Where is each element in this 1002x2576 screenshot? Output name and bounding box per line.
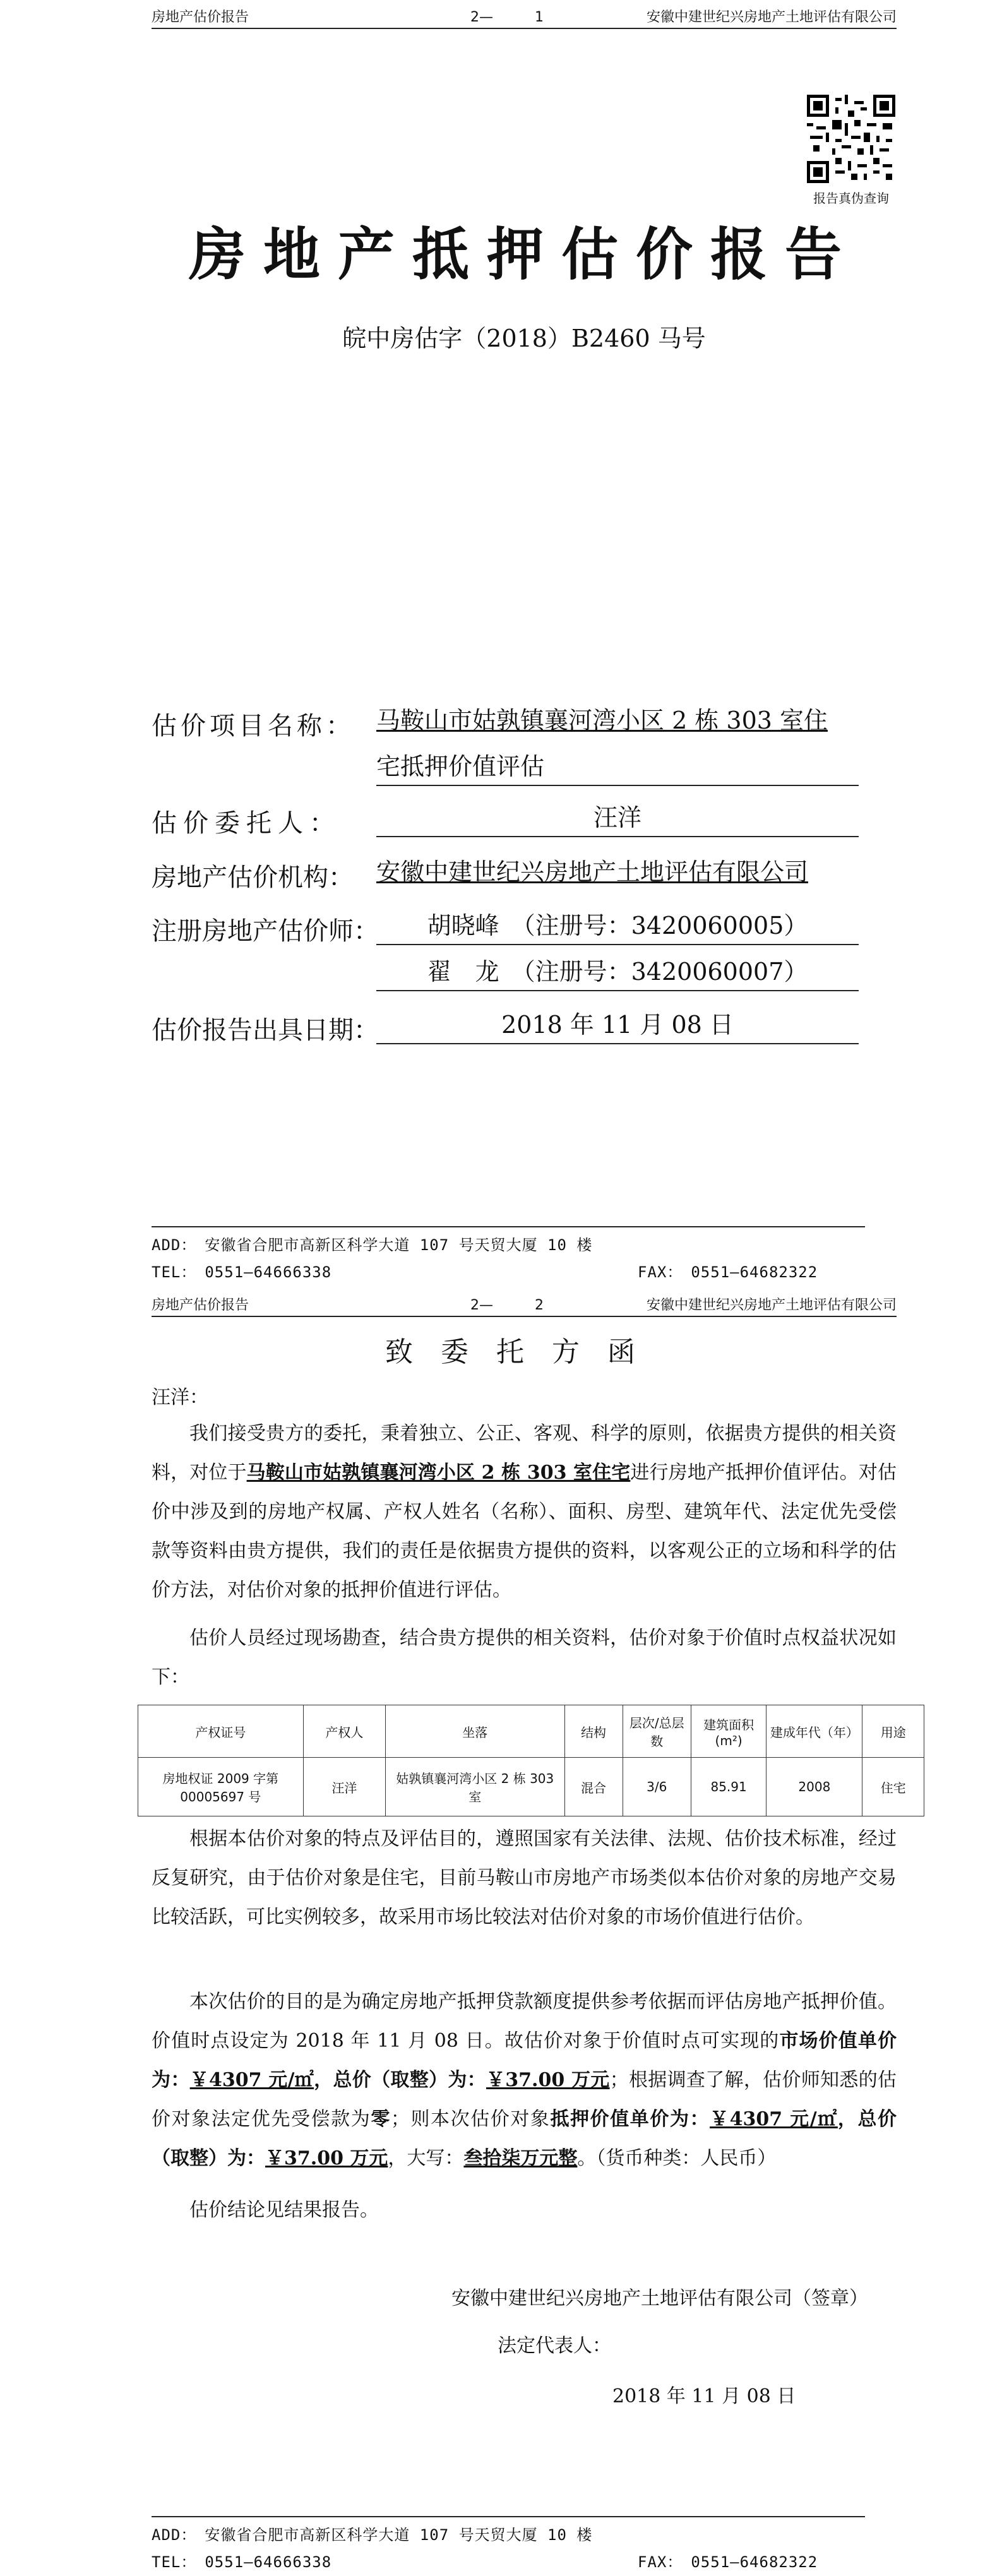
header-page-number: 2— 1 — [470, 9, 544, 25]
table-row — [138, 1758, 924, 1816]
p4-market-total: ￥37.00 万元 — [486, 2069, 610, 2091]
p4-b: 市场价值单价为： — [152, 2030, 897, 2091]
cell-owner: 汪洋 — [303, 1758, 385, 1816]
project-value-text-1: 马鞍山市姑孰镇襄河湾小区 2 栋 303 室住 — [376, 707, 828, 734]
footer-address: ADD： 安徽省合肥市高新区科学大道 107 号天贸大厦 10 楼 — [152, 2526, 593, 2544]
table-header-row — [138, 1705, 924, 1758]
p1-property: 马鞍山市姑孰镇襄河湾小区 2 栋 303 室住宅 — [246, 1462, 631, 1484]
p4-f: ；根据调查了解，估价师知悉的估价对象法定优先受偿款为 — [152, 2069, 897, 2130]
date-value: 2018 年 11 月 08 日 — [376, 1006, 859, 1044]
p1-text: 我们接受贵方的委托，秉着独立、公正、客观、科学的原则，依据贵方提供的相关资料，对位于 — [152, 1422, 897, 1484]
p4-mortgage-unit: ￥4307 元/㎡ — [710, 2108, 838, 2130]
col-year: 建成年代（年） — [766, 1705, 862, 1758]
salutation: 汪洋： — [152, 1386, 208, 1409]
signature-rep: 法定代表人： — [498, 2335, 611, 2357]
project-value-line1 — [376, 702, 859, 739]
p1-text-rest: 进行房地产抵押价值评估。对估价中涉及到的房地产权属、产权人姓名（名称）、面积、房型、建筑年代、法定优先受偿款等资料由贵方提供，我们的责任是依据贵方提供的资料，以客观公正的立场和科学的估价方法，对估价对象的抵押价值进行评估。 — [152, 1462, 897, 1601]
footer-divider — [152, 2516, 865, 2517]
p4-k: ，总价（取整）为： — [152, 2108, 897, 2169]
appraiser-label: 注册房地产估价师： — [152, 917, 379, 946]
p4-market-unit: ￥4307 元/㎡ — [189, 2069, 314, 2091]
footer-tel: TEL： 0551—64666338 — [152, 1263, 332, 1281]
footer-divider — [152, 1226, 865, 1227]
client-value: 汪洋 — [376, 799, 859, 837]
report-number: 皖中房估字（2018）B2460 马号 — [342, 325, 706, 352]
p4-priority: 零 — [371, 2108, 391, 2130]
property-table — [138, 1705, 924, 1816]
signature-date: 2018 年 11 月 08 日 — [612, 2385, 796, 2407]
p4-i: 抵押价值单价为： — [550, 2108, 710, 2130]
header-page-number: 2— 2 — [470, 1297, 544, 1313]
cell-year: 2008 — [766, 1758, 862, 1816]
signature-company: 安徽中建世纪兴房地产土地评估有限公司（签章） — [451, 2287, 868, 2310]
project-value-line2: 宅抵押价值评估 — [376, 748, 859, 786]
letter-title: 致委托方函 — [385, 1336, 663, 1368]
header-company: 安徽中建世纪兴房地产土地评估有限公司 — [646, 1297, 897, 1313]
cell-area: 85.91 — [691, 1758, 766, 1816]
page2-header — [152, 1288, 897, 1317]
header-company: 安徽中建世纪兴房地产土地评估有限公司 — [646, 9, 897, 25]
cell-cert: 房地权证 2009 字第 00005697 号 — [138, 1758, 304, 1816]
agency-value: 安徽中建世纪兴房地产土地评估有限公司 — [376, 858, 809, 886]
col-use: 用途 — [862, 1705, 924, 1758]
paragraph-1 — [152, 1414, 897, 1610]
col-structure: 结构 — [564, 1705, 623, 1758]
p4-capital: 叁拾柒万元整 — [463, 2147, 578, 2169]
client-label: 估价委托人： — [152, 809, 341, 838]
agency-label: 房地产估价机构： — [152, 863, 354, 892]
p4-d: ，总价（取整）为： — [314, 2069, 486, 2091]
p4-mortgage-total: ￥37.00 万元 — [265, 2147, 388, 2169]
p4-m: ，大写： — [388, 2147, 464, 2169]
p4-a: 本次估价的目的是为确定房地产抵押贷款额度提供参考依据而评估房地产抵押价值。价值时点设定为 2018 年 11 月 08 日。故估价对象于价值时点可实现的 — [152, 1991, 897, 2052]
qr-caption: 报告真伪查询 — [813, 191, 889, 206]
footer-fax: FAX： 0551—64682322 — [638, 2553, 818, 2571]
header-report-type: 房地产估价报告 — [152, 9, 249, 25]
header-report-type: 房地产估价报告 — [152, 1297, 249, 1313]
footer-tel: TEL： 0551—64666338 — [152, 2553, 332, 2571]
paragraph-5: 估价结论见结果报告。 — [189, 2199, 379, 2221]
appraiser-2: 翟 龙 （注册号：3420060007） — [376, 953, 859, 991]
paragraph-4 — [152, 1983, 897, 2178]
cell-floor: 3/6 — [623, 1758, 691, 1816]
p4-h: ；则本次估价对象 — [390, 2108, 551, 2130]
cell-use: 住宅 — [862, 1758, 924, 1816]
date-label: 估价报告出具日期： — [152, 1016, 379, 1045]
paragraph-3: 根据本估价对象的特点及评估目的，遵照国家有关法律、法规、估价技术标准，经过反复研究，由于估价对象是住宅，目前马鞍山市房地产市场类似本估价对象的房地产交易比较活跃，可比实例较多，故采用市场比较法对估价对象的市场价值进行估价。 — [152, 1828, 897, 1928]
col-location: 坐落 — [385, 1705, 564, 1758]
col-cert: 产权证号 — [138, 1705, 304, 1758]
p4-o: 。（货币种类：人民币） — [577, 2147, 777, 2169]
col-floor: 层次/总层数 — [623, 1705, 691, 1758]
page1-header — [152, 0, 897, 29]
appraiser-1: 胡晓峰 （注册号：3420060005） — [376, 907, 859, 945]
cell-location: 姑孰镇襄河湾小区 2 栋 303 室 — [385, 1758, 564, 1816]
project-label: 估价项目名称： — [152, 712, 355, 741]
agency-value-line — [376, 854, 859, 890]
page-title: 房地产抵押估价报告 — [189, 221, 859, 288]
paragraph-2: 估价人员经过现场勘查，结合贵方提供的相关资料，估价对象于价值时点权益状况如下： — [152, 1627, 897, 1688]
col-area: 建筑面积(m²) — [691, 1705, 766, 1758]
footer-fax: FAX： 0551—64682322 — [638, 1263, 818, 1281]
col-owner: 产权人 — [303, 1705, 385, 1758]
footer-address: ADD： 安徽省合肥市高新区科学大道 107 号天贸大厦 10 楼 — [152, 1236, 593, 1254]
qr-code-icon[interactable] — [807, 95, 895, 183]
cell-structure: 混合 — [564, 1758, 623, 1816]
